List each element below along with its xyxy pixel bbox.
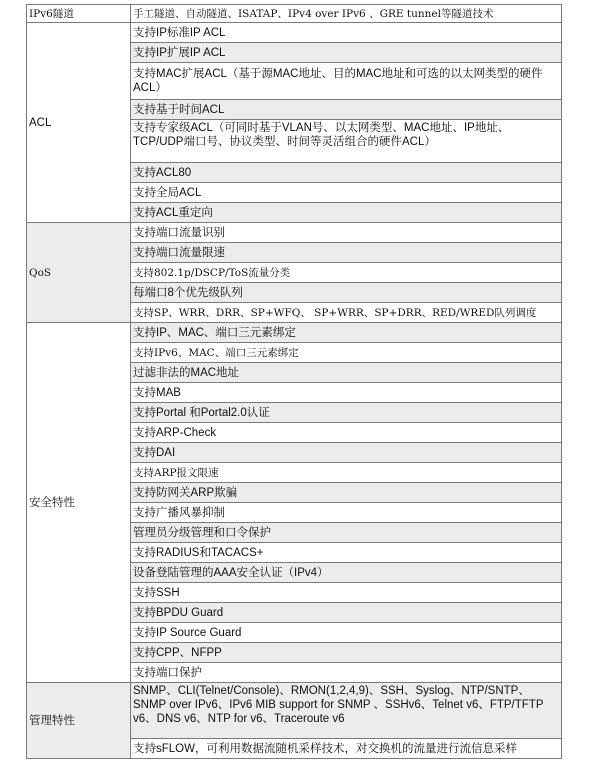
table-row — [27, 223, 562, 243]
qos-feature: 每端口8个优先级队列 — [131, 283, 562, 303]
security-feature: 支持ARP报文限速 — [131, 463, 562, 483]
security-feature: 支持广播风暴抑制 — [131, 503, 562, 523]
ipv6-tunnel-features: 手工隧道、自动隧道、ISATAP、IPv4 over IPv6 、GRE tunnel等隧道技术 — [131, 5, 562, 23]
ipv6-tunnel-category: IPv6隧道 — [27, 5, 131, 23]
acl-feature: 支持全局ACL — [131, 183, 562, 203]
security-feature: 支持RADIUS和TACACS+ — [131, 543, 562, 563]
acl-feature: 支持IP标准IP ACL — [131, 23, 562, 43]
qos-feature: 支持802.1p/DSCP/ToS流量分类 — [131, 263, 562, 283]
security-feature: 支持CPP、NFPP — [131, 643, 562, 663]
security-feature: 支持SSH — [131, 583, 562, 603]
acl-feature: 支持IP扩展IP ACL — [131, 43, 562, 63]
security-feature: 支持DAI — [131, 443, 562, 463]
security-feature: 支持IP Source Guard — [131, 623, 562, 643]
spec-table — [26, 4, 562, 759]
security-feature: 支持端口保护 — [131, 663, 562, 683]
security-feature: 支持MAB — [131, 383, 562, 403]
table-row — [27, 683, 562, 739]
management-category: 管理特性 — [27, 683, 131, 759]
table-row — [27, 323, 562, 343]
acl-feature: 支持基于时间ACL — [131, 100, 562, 120]
management-feature: SNMP、CLI(Telnet/Console)、RMON(1,2,4,9)、SSH、Syslog、NTP/SNTP、SNMP over IPv6、IPv6 MIB support for SNMP 、SSHv6、Telnet v6、FTP/TFTP v6、DNS v6、NTP for v6、Traceroute v6 — [131, 683, 562, 739]
qos-category: QoS — [27, 223, 131, 323]
qos-feature: 支持端口流量识别 — [131, 223, 562, 243]
security-feature: 支持IPv6、MAC、端口三元素绑定 — [131, 343, 562, 363]
security-feature: 支持ARP-Check — [131, 423, 562, 443]
security-feature: 支持防网关ARP欺骗 — [131, 483, 562, 503]
acl-feature: 支持MAC扩展ACL（基于源MAC地址、目的MAC地址和可选的以太网类型的硬件ACL） — [131, 63, 562, 100]
acl-feature: 支持专家级ACL（可同时基于VLAN号、以太网类型、MAC地址、IP地址、TCP/UDP端口号、协议类型、时间等灵活组合的硬件ACL） — [131, 120, 562, 163]
table-row — [27, 23, 562, 43]
security-feature: 支持BPDU Guard — [131, 603, 562, 623]
acl-feature: 支持ACL80 — [131, 163, 562, 183]
management-feature: 支持sFLOW，可利用数据流随机采样技术，对交换机的流量进行流信息采样 — [131, 739, 562, 759]
acl-category: ACL — [27, 23, 131, 223]
qos-feature: 支持端口流量限速 — [131, 243, 562, 263]
security-feature: 设备登陆管理的AAA安全认证（IPv4） — [131, 563, 562, 583]
security-feature: 过滤非法的MAC地址 — [131, 363, 562, 383]
security-feature: 管理员分级管理和口令保护 — [131, 523, 562, 543]
acl-feature: 支持ACL重定向 — [131, 203, 562, 223]
security-category: 安全特性 — [27, 323, 131, 683]
security-feature: 支持Portal 和Portal2.0认证 — [131, 403, 562, 423]
qos-feature: 支持SP、WRR、DRR、SP+WFQ、 SP+WRR、SP+DRR、RED/WRED队列调度 — [131, 303, 562, 323]
table-row — [27, 5, 562, 23]
security-feature: 支持IP、MAC、端口三元素绑定 — [131, 323, 562, 343]
